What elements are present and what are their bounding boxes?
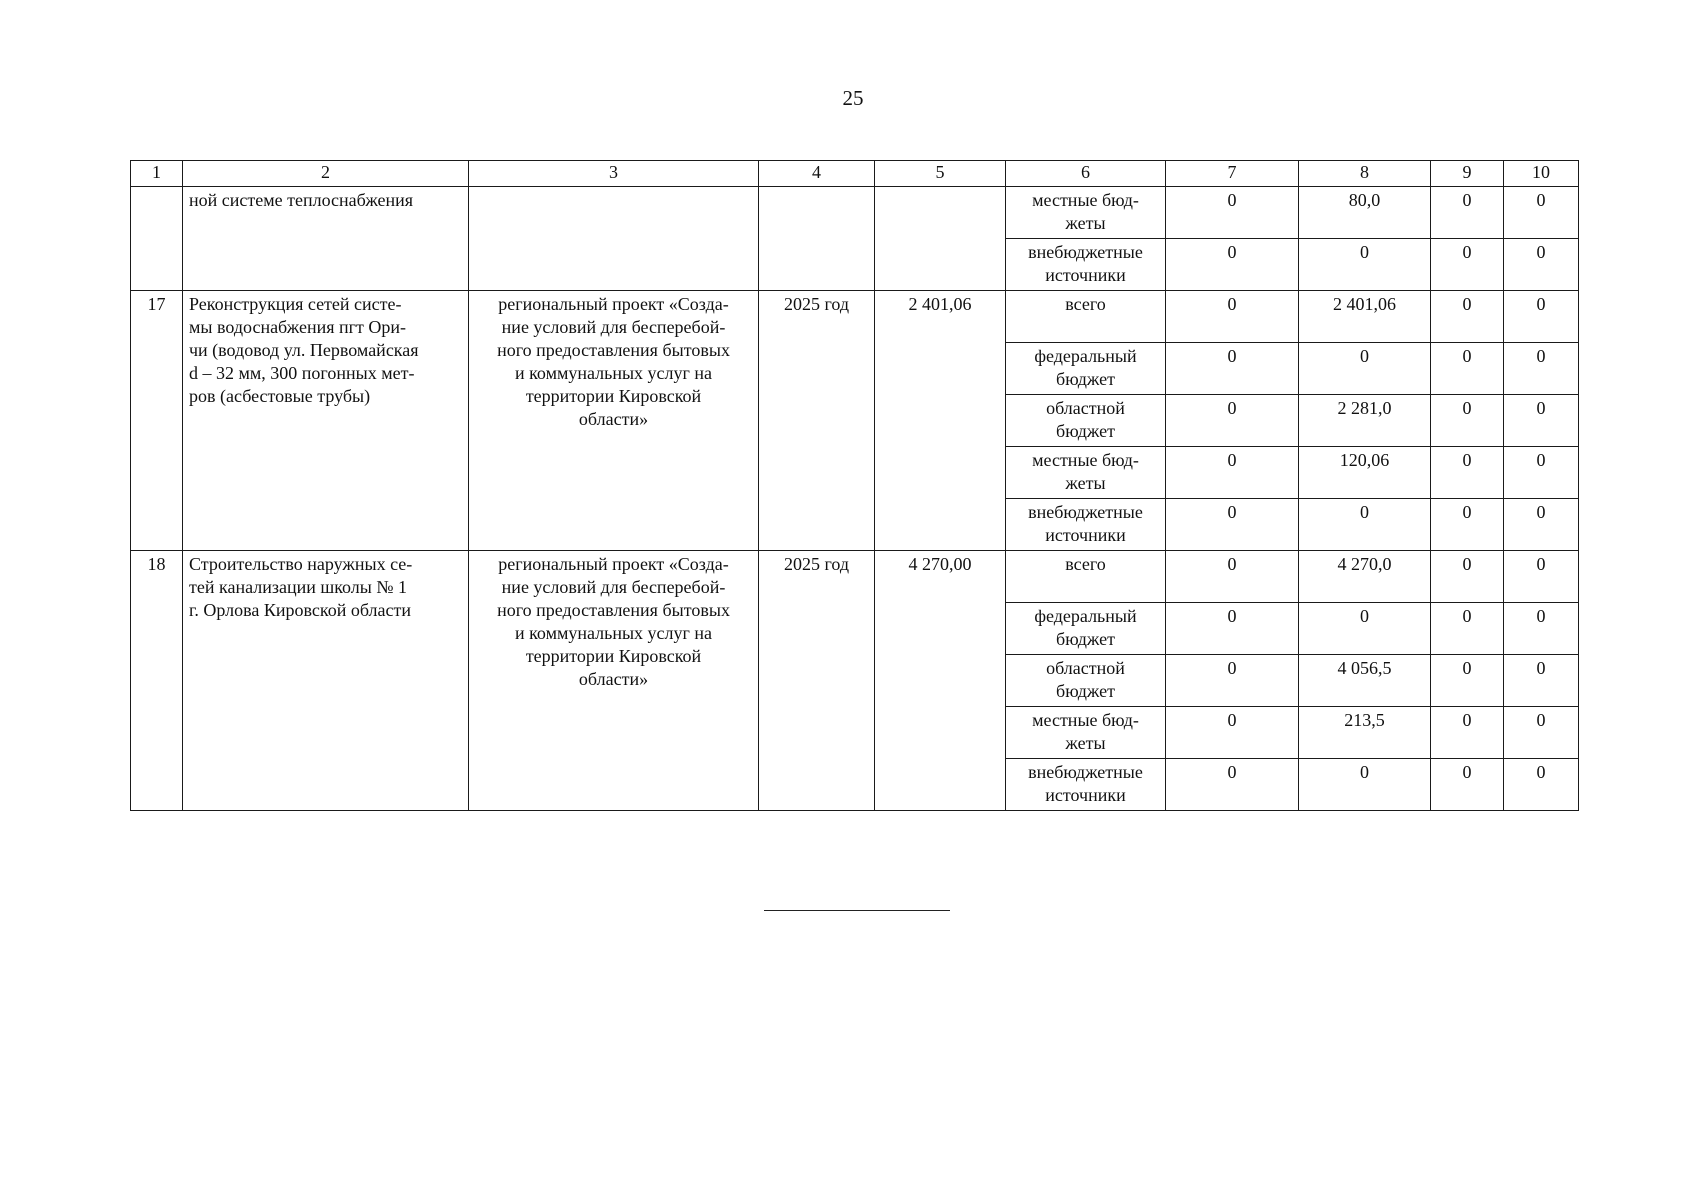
value-col-8: 0 bbox=[1299, 239, 1431, 291]
source-label: всего bbox=[1006, 291, 1166, 343]
value-col-7: 0 bbox=[1166, 655, 1299, 707]
value-col-9: 0 bbox=[1431, 395, 1504, 447]
value-col-9: 0 bbox=[1431, 759, 1504, 811]
value-col-8: 120,06 bbox=[1299, 447, 1431, 499]
column-number-9: 9 bbox=[1431, 161, 1504, 187]
source-label: всего bbox=[1006, 551, 1166, 603]
value-col-10: 0 bbox=[1504, 291, 1579, 343]
value-col-7: 0 bbox=[1166, 395, 1299, 447]
column-number-row bbox=[131, 161, 1579, 187]
value-col-10: 0 bbox=[1504, 759, 1579, 811]
value-col-8: 4 056,5 bbox=[1299, 655, 1431, 707]
value-col-7: 0 bbox=[1166, 291, 1299, 343]
value-col-8: 0 bbox=[1299, 759, 1431, 811]
column-number-6: 6 bbox=[1006, 161, 1166, 187]
table-row bbox=[131, 291, 1579, 343]
value-col-7: 0 bbox=[1166, 499, 1299, 551]
value-col-9: 0 bbox=[1431, 603, 1504, 655]
source-label: внебюджетные источники bbox=[1006, 759, 1166, 811]
object-name: Строительство наружных се- тей канализации школы № 1 г. Орлова Кировской области bbox=[183, 551, 469, 811]
project-name: региональный проект «Созда- ние условий для бесперебой- ного предоставления бытовых и коммунальных услуг на территории Кировской области» bbox=[469, 291, 759, 551]
value-col-10: 0 bbox=[1504, 603, 1579, 655]
value-col-7: 0 bbox=[1166, 343, 1299, 395]
value-col-9: 0 bbox=[1431, 655, 1504, 707]
value-col-10: 0 bbox=[1504, 395, 1579, 447]
table-body bbox=[131, 161, 1579, 811]
value-col-7: 0 bbox=[1166, 759, 1299, 811]
value-col-9: 0 bbox=[1431, 187, 1504, 239]
value-col-10: 0 bbox=[1504, 707, 1579, 759]
source-label: федеральный бюджет bbox=[1006, 343, 1166, 395]
value-col-8: 0 bbox=[1299, 499, 1431, 551]
value-col-10: 0 bbox=[1504, 655, 1579, 707]
object-name: Реконструкция сетей систе- мы водоснабжения пгт Ори- чи (водовод ул. Первомайская d – 32 мм, 300 погонных мет- ров (асбестовые трубы) bbox=[183, 291, 469, 551]
value-col-8: 213,5 bbox=[1299, 707, 1431, 759]
value-col-7: 0 bbox=[1166, 447, 1299, 499]
deadline: 2025 год bbox=[759, 291, 875, 551]
value-col-9: 0 bbox=[1431, 291, 1504, 343]
value-col-10: 0 bbox=[1504, 343, 1579, 395]
total-cost: 2 401,06 bbox=[875, 291, 1006, 551]
value-col-10: 0 bbox=[1504, 187, 1579, 239]
value-col-9: 0 bbox=[1431, 447, 1504, 499]
end-divider-line bbox=[764, 910, 950, 911]
value-col-9: 0 bbox=[1431, 239, 1504, 291]
value-col-10: 0 bbox=[1504, 551, 1579, 603]
value-col-8: 2 401,06 bbox=[1299, 291, 1431, 343]
column-number-3: 3 bbox=[469, 161, 759, 187]
value-col-9: 0 bbox=[1431, 551, 1504, 603]
deadline: 2025 год bbox=[759, 551, 875, 811]
value-col-7: 0 bbox=[1166, 551, 1299, 603]
column-number-7: 7 bbox=[1166, 161, 1299, 187]
value-col-7: 0 bbox=[1166, 603, 1299, 655]
value-col-7: 0 bbox=[1166, 239, 1299, 291]
table-row bbox=[131, 551, 1579, 603]
column-number-5: 5 bbox=[875, 161, 1006, 187]
value-col-9: 0 bbox=[1431, 343, 1504, 395]
funding-table bbox=[130, 160, 1579, 811]
source-label: местные бюд- жеты bbox=[1006, 707, 1166, 759]
project-name bbox=[469, 187, 759, 291]
project-name: региональный проект «Созда- ние условий для бесперебой- ного предоставления бытовых и коммунальных услуг на территории Кировской области» bbox=[469, 551, 759, 811]
column-number-8: 8 bbox=[1299, 161, 1431, 187]
value-col-8: 2 281,0 bbox=[1299, 395, 1431, 447]
source-label: внебюджетные источники bbox=[1006, 239, 1166, 291]
column-number-10: 10 bbox=[1504, 161, 1579, 187]
source-label: областной бюджет bbox=[1006, 395, 1166, 447]
value-col-10: 0 bbox=[1504, 239, 1579, 291]
total-cost: 4 270,00 bbox=[875, 551, 1006, 811]
value-col-10: 0 bbox=[1504, 499, 1579, 551]
value-col-7: 0 bbox=[1166, 707, 1299, 759]
column-number-4: 4 bbox=[759, 161, 875, 187]
total-cost bbox=[875, 187, 1006, 291]
column-number-2: 2 bbox=[183, 161, 469, 187]
value-col-10: 0 bbox=[1504, 447, 1579, 499]
table-row bbox=[131, 187, 1579, 239]
column-number-1: 1 bbox=[131, 161, 183, 187]
value-col-8: 0 bbox=[1299, 603, 1431, 655]
source-label: областной бюджет bbox=[1006, 655, 1166, 707]
value-col-7: 0 bbox=[1166, 187, 1299, 239]
value-col-8: 80,0 bbox=[1299, 187, 1431, 239]
object-name: ной системе теплоснабжения bbox=[183, 187, 469, 291]
source-label: федеральный бюджет bbox=[1006, 603, 1166, 655]
value-col-8: 4 270,0 bbox=[1299, 551, 1431, 603]
deadline bbox=[759, 187, 875, 291]
value-col-9: 0 bbox=[1431, 499, 1504, 551]
value-col-8: 0 bbox=[1299, 343, 1431, 395]
page-number: 25 bbox=[842, 86, 864, 110]
source-label: местные бюд- жеты bbox=[1006, 187, 1166, 239]
source-label: внебюджетные источники bbox=[1006, 499, 1166, 551]
source-label: местные бюд- жеты bbox=[1006, 447, 1166, 499]
value-col-9: 0 bbox=[1431, 707, 1504, 759]
row-number: 18 bbox=[131, 551, 183, 811]
row-number: 17 bbox=[131, 291, 183, 551]
row-number bbox=[131, 187, 183, 291]
